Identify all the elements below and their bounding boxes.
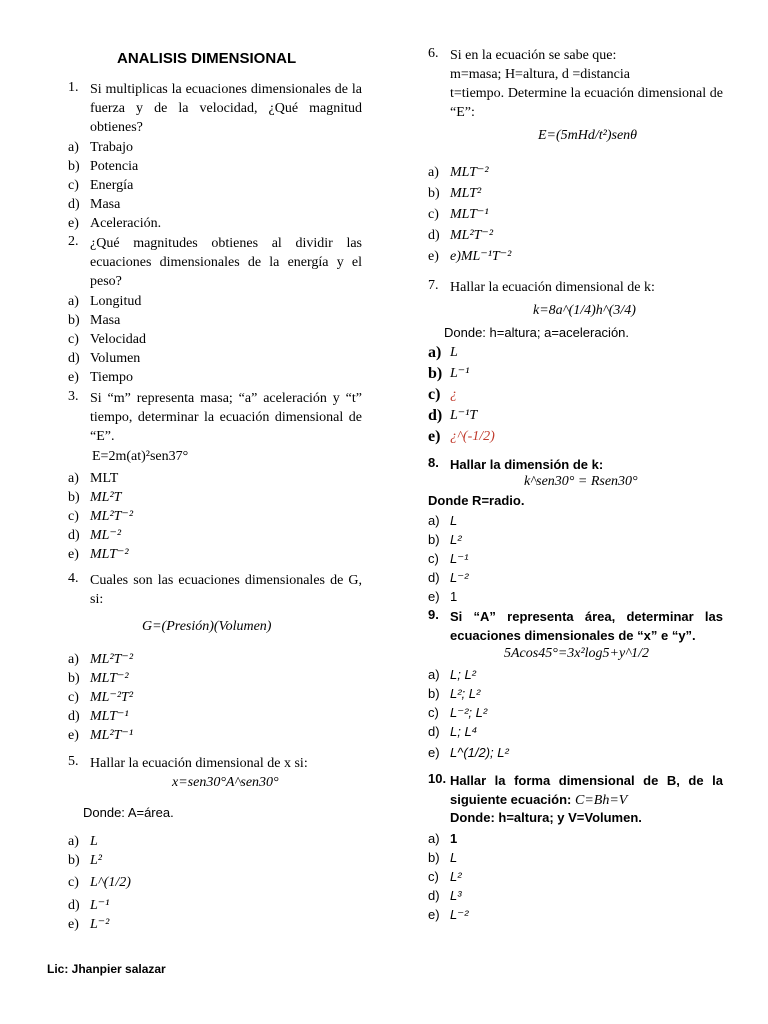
option-b: b) L² <box>68 853 102 868</box>
question-1 <box>68 80 362 137</box>
question-text: Cuales son las ecuaciones dimensionales de G, si: <box>90 573 362 607</box>
question-text: Si “m” representa masa; “a” aceleración y “t” tiempo, determinar la ecuación dimensional de “E”. <box>90 391 362 444</box>
options-q6 <box>428 163 723 268</box>
note-q10: Donde: h=altura; y V=Volumen. <box>450 810 642 825</box>
option-a: a) L <box>428 344 458 361</box>
option-b: b) MLT² <box>428 186 482 201</box>
question-text: t=tiempo. Determine la ecuación dimensional de “E”: <box>450 86 723 120</box>
option-e: e) ML²T⁻¹ <box>68 728 134 743</box>
options-q10 <box>428 829 723 924</box>
option-e: e) e)ML⁻¹T⁻² <box>428 249 512 264</box>
option-d: d) L⁻¹ <box>68 898 110 913</box>
equation-q9: 5Acos45°=3x²log5+y^1/2 <box>504 646 650 661</box>
option-b: b) ML²T <box>68 490 122 505</box>
option-c: c) L⁻²; L² <box>428 705 488 720</box>
option-a: a) Trabajo <box>68 140 134 155</box>
option-a: a) Longitud <box>68 294 142 309</box>
inline-equation: C=Bh=V <box>575 793 628 808</box>
options-q3 <box>68 469 362 564</box>
question-number: 9. <box>428 607 439 622</box>
question-number: 2. <box>68 234 79 249</box>
question-text: ¿Qué magnitudes obtienes al dividir las ecuaciones dimensionales de la energía y el peso? <box>90 236 362 289</box>
option-a: a) L <box>428 513 458 528</box>
options-q2 <box>68 292 362 387</box>
option-c: c) L^(1/2) <box>68 875 131 890</box>
option-c: c) Energía <box>68 178 134 193</box>
option-d: d) L⁻¹T <box>428 407 478 424</box>
question-text: Hallar la ecuación dimensional de x si: <box>90 756 308 771</box>
question-3 <box>68 389 362 446</box>
option-a: a) L <box>68 834 98 849</box>
question-number: 10. <box>428 771 447 786</box>
question-text-line2: m=masa; H=altura, d =distancia <box>450 67 630 82</box>
question-2 <box>68 234 362 291</box>
option-c: c) ¿ <box>428 386 457 403</box>
question-text-line1: Si en la ecuación se sabe que: <box>450 48 617 63</box>
option-a: a) L; L² <box>428 667 477 682</box>
question-7 <box>428 278 723 297</box>
options-q9 <box>428 665 723 765</box>
equation-q7: k=8a^(1/4)h^(3/4) <box>533 303 636 318</box>
question-10 <box>428 771 723 810</box>
option-c: c) MLT⁻¹ <box>428 207 489 222</box>
note-q8: Donde R=radio. <box>428 493 525 508</box>
option-d: d) L⁻² <box>428 570 469 585</box>
option-d: d) MLT⁻¹ <box>68 709 129 724</box>
option-d: d) ML⁻² <box>68 528 122 543</box>
question-6 <box>428 46 723 122</box>
options-q4 <box>68 650 362 745</box>
option-e: e) MLT⁻² <box>68 547 129 562</box>
question-text: Hallar la forma dimensional de B, de la siguiente ecuación: C=Bh=V <box>450 773 723 808</box>
option-a: a) ML²T⁻² <box>68 652 134 667</box>
option-e: e) L⁻² <box>68 917 110 932</box>
options-q7 <box>428 343 723 448</box>
option-c: c) ML²T⁻² <box>68 509 134 524</box>
equation-q3: E=2m(at)²sen37° <box>92 449 189 464</box>
option-d: d) L³ <box>428 888 462 903</box>
question-4 <box>68 571 362 609</box>
option-d: d) ML²T⁻² <box>428 228 494 243</box>
option-b: b) Masa <box>68 313 121 328</box>
option-c: c) ML⁻²T² <box>68 690 134 705</box>
option-b: b) L <box>428 850 458 865</box>
options-q1 <box>68 138 362 233</box>
option-c: c) L⁻¹ <box>428 551 469 566</box>
question-number: 5. <box>68 754 79 769</box>
note-q5: Donde: A=área. <box>83 805 174 820</box>
equation-q6: E=(5mHd/t²)senθ <box>538 128 638 143</box>
option-d: d) L; L⁴ <box>428 724 478 739</box>
option-e: e) 1 <box>428 589 458 604</box>
question-text: Hallar la dimensión de k: <box>450 457 604 472</box>
option-c: c) Velocidad <box>68 332 146 347</box>
option-e: e) Aceleración. <box>68 216 162 231</box>
question-text: Hallar la ecuación dimensional de k: <box>450 280 655 295</box>
option-b: b) L² <box>428 532 462 547</box>
note-q7: Donde: h=altura; a=aceleración. <box>444 325 630 340</box>
equation-q8: k^sen30° = Rsen30° <box>524 474 638 489</box>
question-text: Si “A” representa área, determinar las ecuaciones dimensionales de “x” e “y”. <box>450 609 723 643</box>
option-d: d) Masa <box>68 197 121 212</box>
question-number: 1. <box>68 80 79 95</box>
options-q8 <box>428 511 723 606</box>
option-a: a) 1 <box>428 831 458 846</box>
question-number: 6. <box>428 46 439 61</box>
question-number: 3. <box>68 389 79 404</box>
question-5 <box>68 754 362 773</box>
equation-q5: x=sen30°A^sen30° <box>172 775 279 790</box>
option-b: b) L⁻¹ <box>428 365 470 382</box>
option-b: b) MLT⁻² <box>68 671 129 686</box>
option-e: e) ¿^(-1/2) <box>428 428 495 445</box>
option-b: b) L²; L² <box>428 686 481 701</box>
author-footer: Lic: Jhanpier salazar <box>47 962 166 976</box>
question-number: 4. <box>68 571 79 586</box>
question-8 <box>428 455 723 474</box>
option-a: a) MLT⁻² <box>428 165 489 180</box>
option-c: c) L² <box>428 869 462 884</box>
option-e: e) L⁻² <box>428 907 469 922</box>
option-a: a) MLT <box>68 471 119 486</box>
question-text: Si multiplicas la ecuaciones dimensionales de la fuerza y de la velocidad, ¿Qué magnitud obtienes? <box>90 82 362 135</box>
equation-q4: G=(Presión)(Volumen) <box>142 619 272 634</box>
worksheet-title: ANALISIS DIMENSIONAL <box>117 50 297 67</box>
options-q5 <box>68 832 362 934</box>
question-number: 7. <box>428 278 439 293</box>
question-number: 8. <box>428 455 439 470</box>
question-9 <box>428 607 723 645</box>
option-b: b) Potencia <box>68 159 139 174</box>
option-e: e) L^(1/2); L² <box>428 745 509 760</box>
option-d: d) Volumen <box>68 351 141 366</box>
option-e: e) Tiempo <box>68 370 134 385</box>
